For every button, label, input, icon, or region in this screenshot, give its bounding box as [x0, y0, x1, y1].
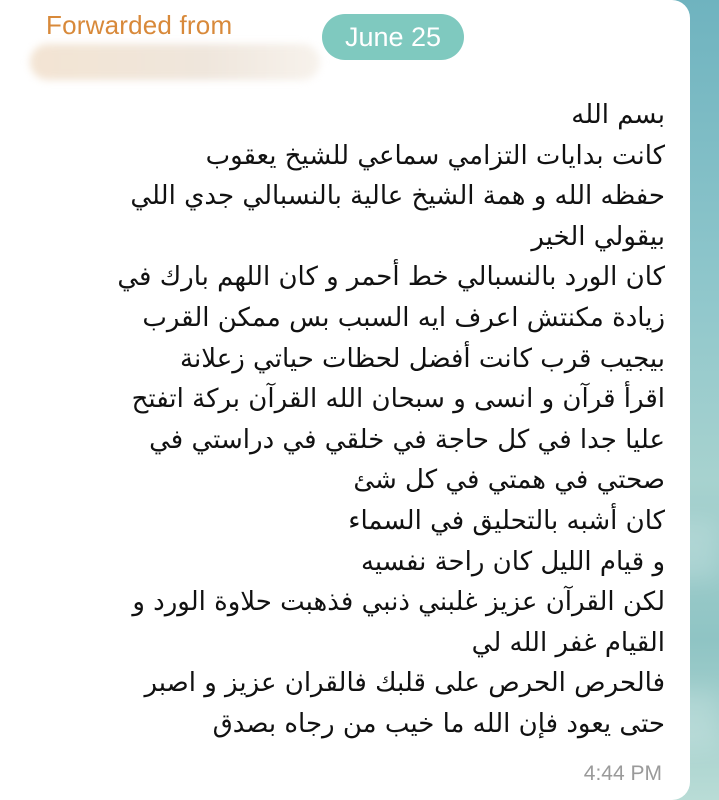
message-line: لكن القرآن عزيز غلبني ذنبي فذهبت حلاوة الورد و	[132, 587, 665, 618]
message-line: عليا جدا في كل حاجة في خلقي في دراستي في	[149, 424, 665, 455]
forwarded-sender-name-blurred[interactable]	[30, 44, 320, 80]
message-line: صحتي في همتي في كل شئ	[353, 465, 665, 496]
message-timestamp: 4:44 PM	[583, 762, 662, 785]
message-line: فالحرص الحرص على قلبك فالقران عزيز و اصبر	[144, 668, 665, 699]
message-line: كان أشبه بالتحليق في السماء	[348, 505, 665, 536]
message-line: حتى يعود فإن الله ما خيب من رجاه بصدق	[212, 708, 665, 739]
message-text	[30, 95, 665, 745]
message-line: زيادة مكنتش اعرف ايه السبب بس ممكن القرب	[142, 302, 665, 333]
message-line: اقرأ قرآن و انسى و سبحان الله القرآن بركة اتفتح	[131, 384, 665, 415]
message-line: و قيام الليل كان راحة نفسيه	[360, 546, 665, 577]
message-line: بسم الله	[571, 100, 665, 130]
forwarded-from-label: Forwarded from	[46, 10, 233, 40]
message-line: كانت بدايات التزامي سماعي للشيخ يعقوب	[205, 140, 665, 171]
message-line: بيجيب قرب كانت أفضل لحظات حياتي زعلانة	[180, 343, 665, 374]
message-line: كان الورد بالنسبالي خط أحمر و كان اللهم بارك في	[117, 262, 665, 293]
message-line: حفظه الله و همة الشيخ عالية بالنسبالي جدي اللي	[130, 181, 665, 212]
message-line: بيقولي الخير	[531, 221, 665, 252]
date-badge: June 25	[322, 14, 464, 60]
message-line: القيام غفر الله لي	[471, 627, 665, 658]
